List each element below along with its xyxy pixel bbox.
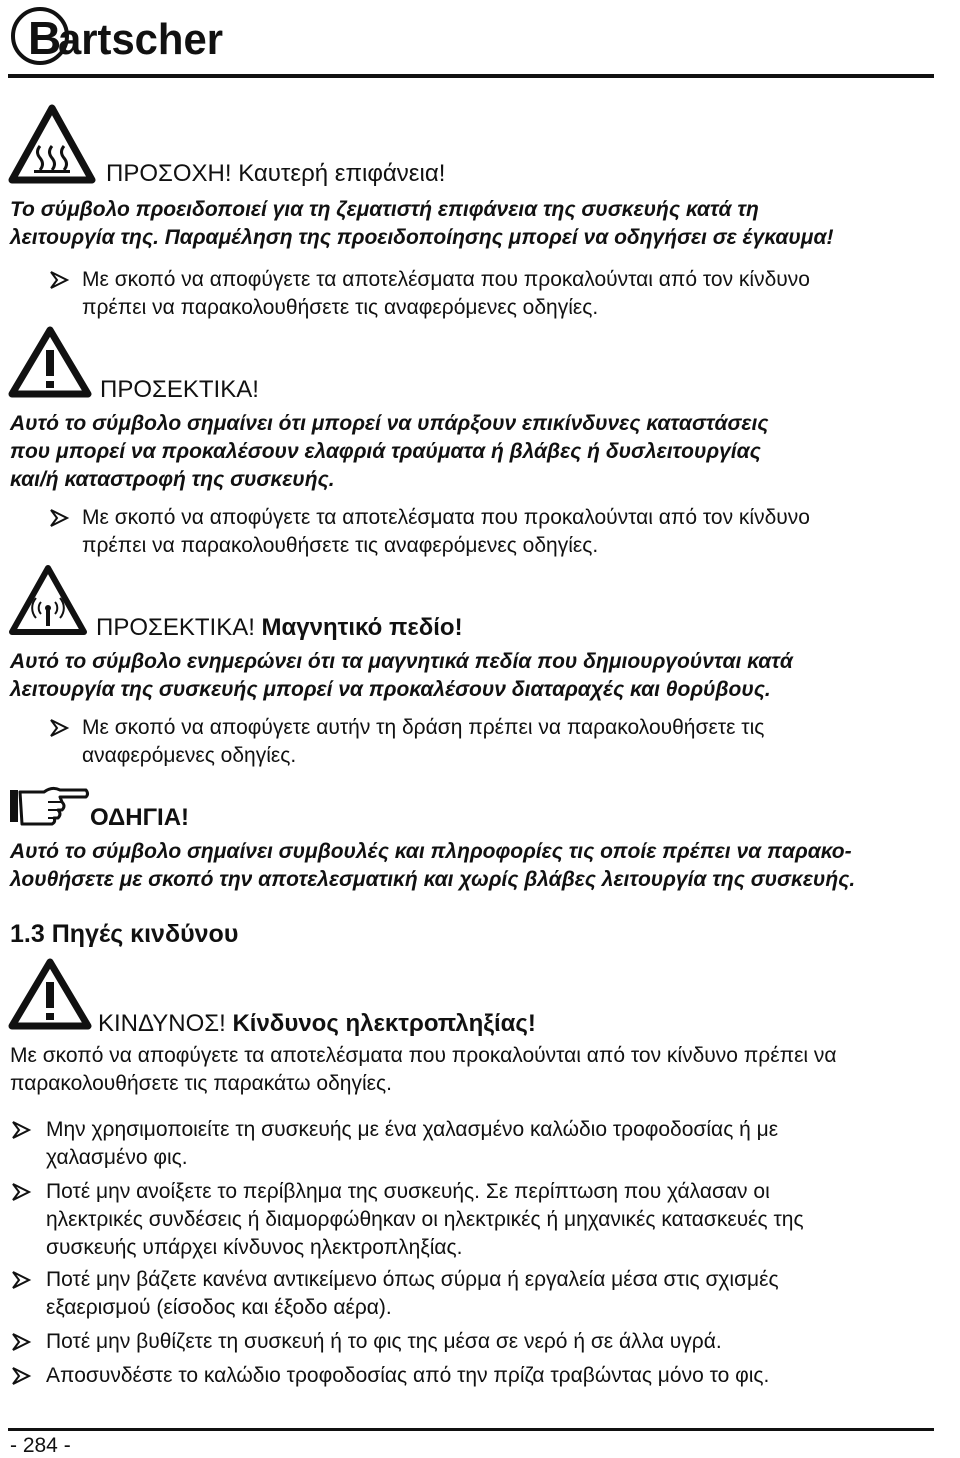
danger-bullet	[10, 1266, 779, 1322]
bullet-line: Ποτέ μην ανοίξετε το περίβλημα της συσκευής. Σε περίπτωση που χάλασαν οι	[46, 1180, 770, 1203]
intro-line: παρακολουθήσετε τις παρακάτω οδηγίες.	[10, 1072, 392, 1095]
arrowhead-bullet-icon	[48, 269, 70, 291]
magnetic-description	[10, 648, 793, 704]
arrowhead-bullet-icon	[10, 1269, 32, 1291]
caution-description	[10, 410, 768, 494]
intro-line: Με σκοπό να αποφύγετε τα αποτελέσματα που προκαλούνται από τον κίνδυνο πρέπει να	[10, 1044, 837, 1067]
bullet-line: αναφερόμενες οδηγίες.	[82, 744, 297, 767]
bullet-line: χαλασμένο φις.	[46, 1146, 188, 1169]
caution-title: ΠΡΟΣΕΚΤΙΚΑ!	[100, 376, 259, 403]
danger-warning-icon	[8, 958, 92, 1030]
desc-line: και/ή καταστροφή της συσκευής.	[10, 468, 335, 491]
footer-rule	[8, 1428, 934, 1431]
note-title: ΟΔΗΓΙΑ!	[90, 804, 190, 831]
desc-line: Αυτό το σύμβολο σημαίνει συμβουλές και πληροφορίες τις οποίε πρέπει να παρακο-	[10, 840, 852, 863]
hot-surface-description	[10, 196, 833, 252]
bullet-line: Με σκοπό να αποφύγετε αυτήν τη δράση πρέπει να παρακολουθήσετε τις	[82, 716, 765, 739]
desc-line: που μπορεί να προκαλέσουν ελαφριά τραύματα ή βλάβες ή δυσλειτουργίας	[10, 440, 761, 463]
desc-line: λουθήσετε με σκοπό την αποτελεσματική και χωρίς βλάβες λειτουργία της συσκευής.	[10, 868, 856, 891]
bullet-line: Ποτέ μην βυθίζετε τη συσκευή ή το φις της μέσα σε νερό ή σε άλλα υγρά.	[46, 1330, 722, 1353]
danger-bullet	[10, 1328, 722, 1356]
danger-bullet	[10, 1362, 769, 1390]
arrowhead-bullet-icon	[10, 1365, 32, 1387]
arrowhead-bullet-icon	[10, 1181, 32, 1203]
danger-title-rest: Κίνδυνος ηλεκτροπληξίας!	[225, 1010, 536, 1037]
desc-line: Αυτό το σύμβολο ενημερώνει ότι τα μαγνητικά πεδία που δημιουργούνται κατά	[10, 650, 793, 673]
svg-text:artscher: artscher	[58, 15, 223, 64]
section-heading: 1.3 Πηγές κινδύνου	[10, 920, 239, 948]
arrowhead-bullet-icon	[10, 1119, 32, 1141]
bartscher-logo	[10, 2, 225, 70]
danger-title-prefix: ΚΙΝΔΥΝΟΣ!	[98, 1010, 226, 1037]
danger-bullet	[10, 1178, 804, 1262]
hot-surface-warning-icon	[8, 104, 96, 184]
danger-title	[98, 1010, 536, 1038]
hot-surface-title	[106, 160, 445, 188]
bullet-line: συσκευής υπάρχει κίνδυνος ηλεκτροπληξίας.	[46, 1236, 463, 1259]
page-number: - 284 -	[10, 1434, 71, 1457]
desc-line: λειτουργία της συσκευής μπορεί να προκαλέσουν διαταραχές και θορύβους.	[10, 678, 771, 701]
magnetic-field-warning-icon	[8, 564, 88, 636]
header-rule	[8, 74, 934, 78]
bullet-line: Ποτέ μην βάζετε κανένα αντικείμενο όπως σύρμα ή εργαλεία μέσα στις σχισμές	[46, 1268, 779, 1291]
bullet-line: εξαερισμού (είσοδος και έξοδο αέρα).	[46, 1296, 392, 1319]
desc-line: Το σύμβολο προειδοποιεί για τη ζεματιστή επιφάνεια της συσκευής κατά τη	[10, 198, 759, 221]
bullet-line: πρέπει να παρακολουθήσετε τις αναφερόμενες οδηγίες.	[82, 296, 599, 319]
desc-line: λειτουργία της. Παραμέληση της προειδοποίησης μπορεί να οδηγήσει σε έγκαυμα!	[10, 226, 834, 249]
magnetic-bullet	[48, 714, 764, 770]
magnetic-title	[96, 614, 463, 642]
arrowhead-bullet-icon	[10, 1331, 32, 1353]
svg-text:B: B	[28, 12, 62, 64]
magnetic-title-prefix: ΠΡΟΣΕΚΤΙΚΑ!	[96, 614, 255, 641]
hot-title-prefix: ΠΡΟΣΟΧΗ!	[106, 160, 232, 187]
magnetic-title-rest: Μαγνητικό πεδίο!	[254, 614, 463, 641]
bullet-line: ηλεκτρικές συνδέσεις ή διαμορφώθηκαν οι ηλεκτρικές ή μηχανικές κατασκευές της	[46, 1208, 804, 1231]
arrowhead-bullet-icon	[48, 717, 70, 739]
bullet-line: Με σκοπό να αποφύγετε τα αποτελέσματα που προκαλούνται από τον κίνδυνο	[82, 268, 810, 291]
bullet-line: Με σκοπό να αποφύγετε τα αποτελέσματα που προκαλούνται από τον κίνδυνο	[82, 506, 810, 529]
desc-line: Αυτό το σύμβολο σημαίνει ότι μπορεί να υπάρξουν επικίνδυνες καταστάσεις	[10, 412, 769, 435]
caution-warning-icon	[8, 326, 92, 398]
danger-intro	[10, 1042, 837, 1098]
hot-surface-bullet	[48, 266, 810, 322]
note-description	[10, 838, 855, 894]
bullet-line: Αποσυνδέστε το καλώδιο τροφοδοσίας από την πρίζα τραβώντας μόνο το φις.	[46, 1364, 770, 1387]
danger-bullet	[10, 1116, 778, 1172]
hot-title-rest: Καυτερή επιφάνεια!	[231, 160, 446, 187]
pointing-hand-icon	[8, 784, 90, 828]
bullet-line: Μην χρησιμοποιείτε τη συσκευής με ένα χαλασμένο καλώδιο τροφοδοσίας ή με	[46, 1118, 779, 1141]
caution-bullet	[48, 504, 810, 560]
arrowhead-bullet-icon	[48, 507, 70, 529]
bullet-line: πρέπει να παρακολουθήσετε τις αναφερόμενες οδηγίες.	[82, 534, 599, 557]
